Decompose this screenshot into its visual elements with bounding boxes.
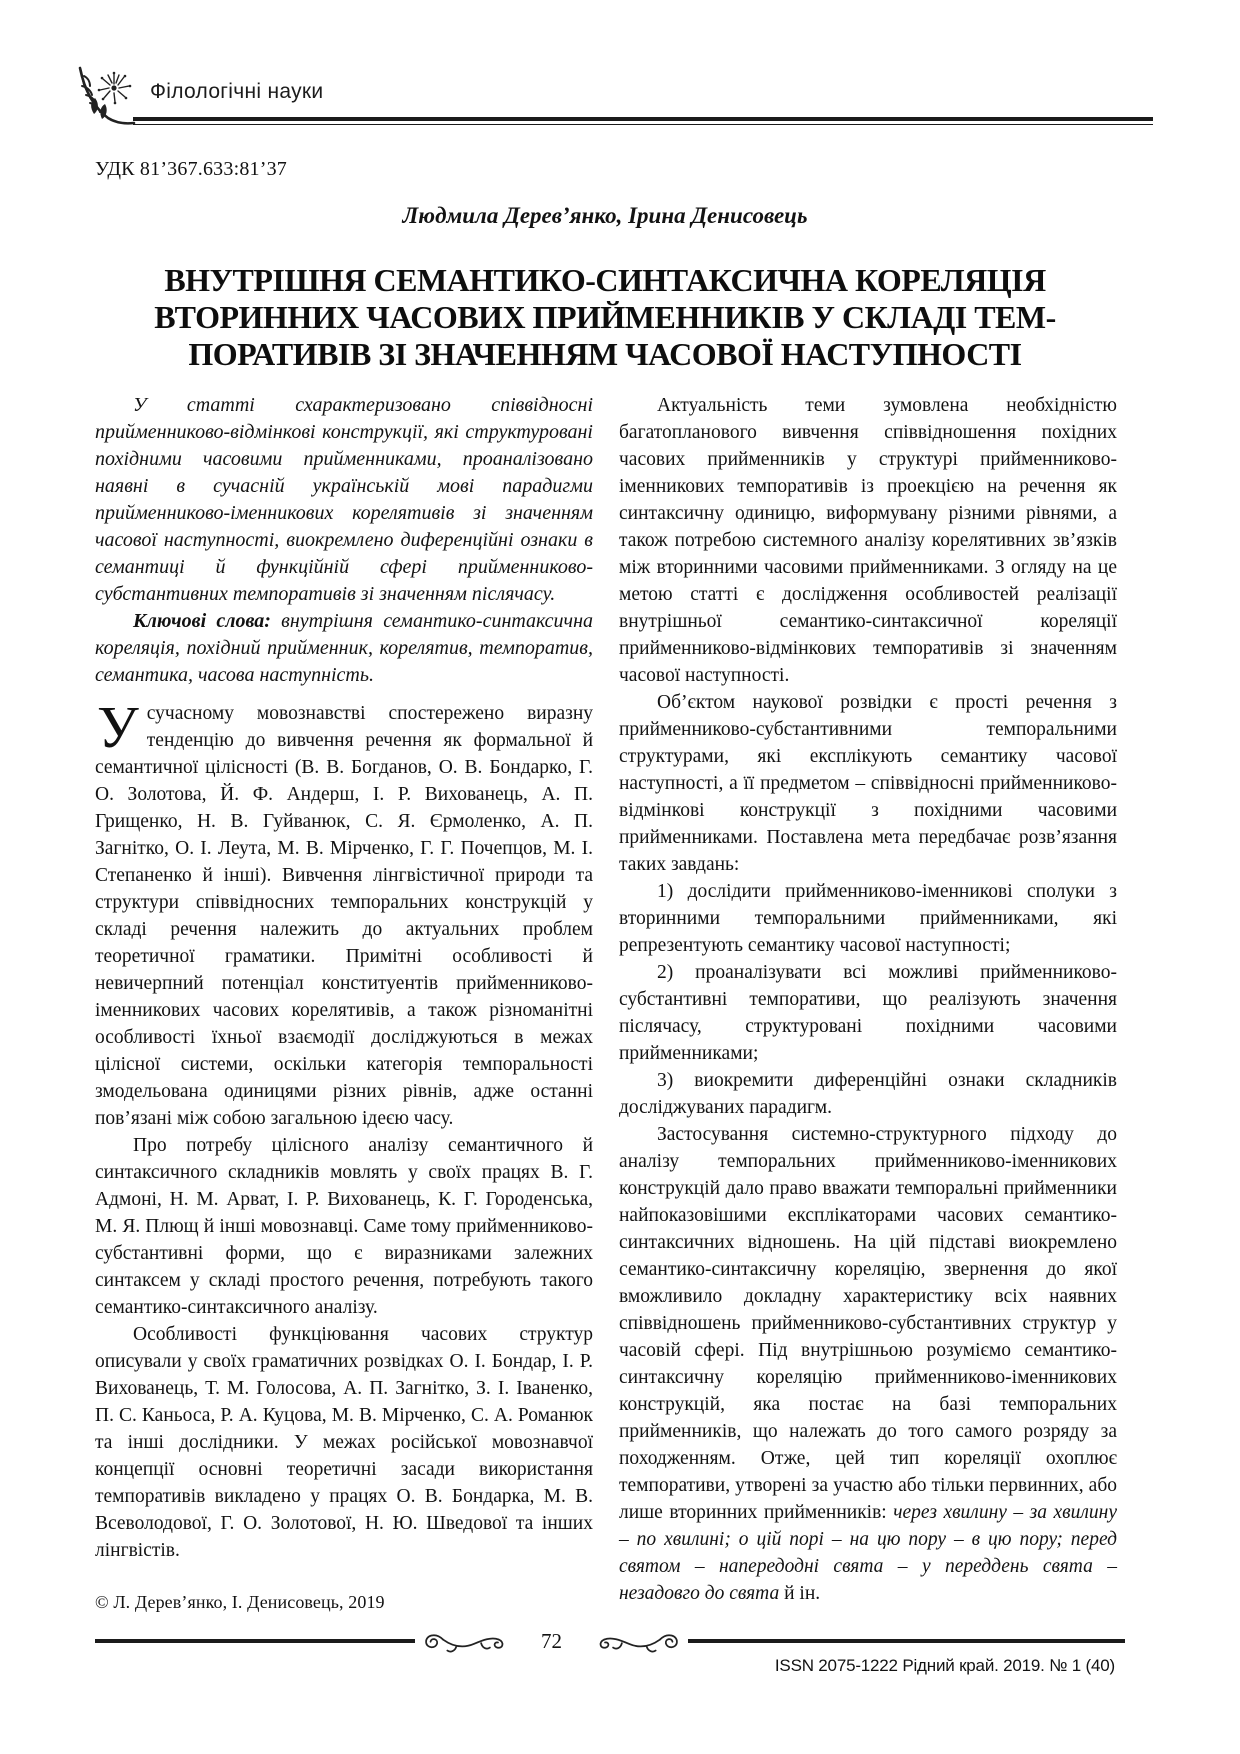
section-label: Філологічні науки bbox=[150, 80, 324, 103]
abstract-paragraph: У статті схарактеризовано співвідносні прийменниково-відмінкові конструкції, які структуровані похідними часовими прийменниками, проаналізовано наявні в сучасній українській мові парадигми прийменниково-іменникових корелятивів зі значенням часової наступності, виокремлено диференційні ознаки в семантиці й функційній сфері прийменниково-субстантивних темпоративів зі значенням післячасу. bbox=[95, 394, 593, 605]
article-title-line: ПОРАТИВІВ ЗІ ЗНАЧЕННЯМ ЧАСОВОЇ НАСТУПНОСТІ bbox=[188, 336, 1022, 372]
right-column bbox=[619, 392, 1117, 1607]
paragraph bbox=[95, 694, 593, 1132]
article-authors: Людмила Дерев’янко, Ірина Денисовець bbox=[402, 203, 808, 228]
drop-cap: У bbox=[97, 694, 139, 760]
paragraph: Актуальність теми зумовлена необхідністю багатопланового вивчення співвідношення похідних часових прийменників у структурі прийменниково-іменникових темпоративів із проекцією на речення як синтаксичну одиницю, виформувану різними рівнями, а також потребою системного аналізу корелятивних зв’язків між вторинними часовими прийменниками. З огляду на це метою статті є дослідження особливостей реалізації внутрішньої семантико-синтаксичної кореляції прийменниково-відмінкових темпоративів зі значенням часової наступності. bbox=[619, 395, 1117, 686]
paragraph: Особливості функціювання часових структур описували у своїх граматичних розвідках О. І. Бондар, І. Р. Вихованець, Т. М. Голосова, А. П. Загнітко, З. І. Іваненко, П. С. Каньоса, Р. А. Куцова, М. В. Мірченко, С. А. Романюк та інші дослідники. У межах російської мовознавчої концепції основні теоретичні засади використання темпоративів викладено у працях О. В. Бондарка, М. В. Всеволодової, Г. О. Золотової, Н. Ю. Шведової та інших лінгвістів. bbox=[95, 1324, 593, 1561]
list-item-paragraph: 3) виокремити диференційні ознаки складників досліджуваних парадигм. bbox=[619, 1070, 1117, 1118]
paragraph-text: й ін. bbox=[779, 1583, 821, 1604]
keywords-label: Ключові слова: bbox=[133, 610, 271, 632]
keywords-text: внутрішня семантико-синтаксична кореляція, похідний прийменник, корелятив, темпоратив, семантика, часова наступність. bbox=[95, 610, 593, 686]
footer-rule-right bbox=[688, 1639, 1125, 1643]
paragraph: Об’єктом наукової розвідки є прості речення з прийменниково-субстантивними темпоральними структурами, які експлікують семантику часової наступності, а її предметом – співвідносні прийменниково-відмінкові конструкції з похідними часовими прийменниками. Поставлена мета передбачає розв’язання таких завдань: bbox=[619, 692, 1117, 875]
list-item-paragraph: 2) проаналізувати всі можливі прийменниково-субстантивні темпоративи, що реалізують значення післячасу, структуровані похідними часовими прийменниками; bbox=[619, 962, 1117, 1064]
article-title bbox=[95, 262, 1115, 373]
list-item-paragraph: 1) дослідити прийменниково-іменникові сполуки з вторинними темпоральними прийменниками, які репрезентують семантику часової наступності; bbox=[619, 881, 1117, 956]
udc-code: УДК 81’367.633:81’37 bbox=[95, 158, 287, 180]
example-phrases: через хвилину – за хвилину – по хвилині; о цій порі – на цю пору – в цю пору; перед святом – напередодні свята – у переддень свята – незадовго до свята bbox=[619, 1502, 1117, 1604]
page-number: 72 bbox=[541, 1628, 562, 1653]
paragraph-text: Застосування системно-структурного підходу до аналізу темпоральних прийменниково-іменникових конструкцій дало право вважати темпоральні прийменники найпоказовішими експлікаторами часових семантико-синтаксичних відношень. На цій підставі виокремлено семантико-синтаксичну кореляцію, звернення до якої вможливило докладну характеристику всіх наявних співвідношень прийменниково-субстантивних структур у часовій сфері. Під внутрішньою розуміємо семантико-синтаксичну кореляцію прийменниково-іменникових конструкцій, яка постає на базі темпоральних прийменників, що належать до того самого розряду за походженням. Отже, цей тип кореляції охоплює темпоративи, утворені за участю або тільки первинних, або лише вторинних прийменників: bbox=[619, 1124, 1117, 1523]
footer-flourish-left-icon bbox=[421, 1626, 509, 1656]
left-column bbox=[95, 392, 593, 1607]
copyright-line: © Л. Дерев’янко, І. Денисовець, 2019 bbox=[95, 1592, 385, 1612]
article-title-line: ВТОРИННИХ ЧАСОВИХ ПРИЙМЕННИКІВ У СКЛАДІ ТЕМ- bbox=[154, 299, 1056, 335]
issn-line: ISSN 2075-1222 Рідний край. 2019. № 1 (40) bbox=[774, 1656, 1115, 1675]
keywords-paragraph bbox=[95, 608, 593, 689]
article-body bbox=[95, 392, 1117, 1607]
paragraph bbox=[619, 1121, 1117, 1607]
article-title-line: ВНУТРІШНЯ СЕМАНТИКО-СИНТАКСИЧНА КОРЕЛЯЦІЯ bbox=[164, 262, 1046, 298]
paragraph: Про потребу цілісного аналізу семантичного й синтаксичного складників мовлять у своїх працях В. Г. Адмоні, Н. М. Арват, І. Р. Вихованець, К. Г. Городенська, М. Я. Плющ й інші мовознавці. Саме тому прийменниково-субстантивні форми, що є виразниками залежних синтаксем у складі простого речення, потребують такого семантико-синтаксичного аналізу. bbox=[95, 1135, 593, 1318]
footer-flourish-right-icon bbox=[594, 1626, 682, 1656]
journal-flower-ornament-icon bbox=[74, 62, 138, 128]
header-rule bbox=[133, 117, 1153, 125]
paragraph-text: сучасному мовознавстві спостережено виразну тенденцію до вивчення речення як формальної й семантичної цілісності (В. В. Богданов, О. В. Бондарко, Г. О. Золотова, Й. Ф. Андерш, І. Р. Вихованець, А. П. Грищенко, Н. В. Гуйванюк, С. Я. Єрмоленко, А. П. Загнітко, О. І. Леута, М. В. Мірченко, Г. Г. Почепцов, М. І. Степаненко й інші). Вивчення лінгвістичної природи та структури співвідносних темпоральних конструкцій у складі речення належить до актуальних проблем теоретичної граматики. Примітні особливості й невичерпний потенціал конституентів прийменниково-іменникових часових корелятивів, а також різноманітні особливості їхньої взаємодії досліджуються в межах цілісної системи, оскільки категорія темпоральності змодельована одиницями різних рівнів, адже останні пов’язані між собою загальною ідеєю часу. bbox=[95, 703, 593, 1129]
footer-rule bbox=[95, 1624, 1125, 1658]
footer-rule-left bbox=[95, 1639, 415, 1643]
